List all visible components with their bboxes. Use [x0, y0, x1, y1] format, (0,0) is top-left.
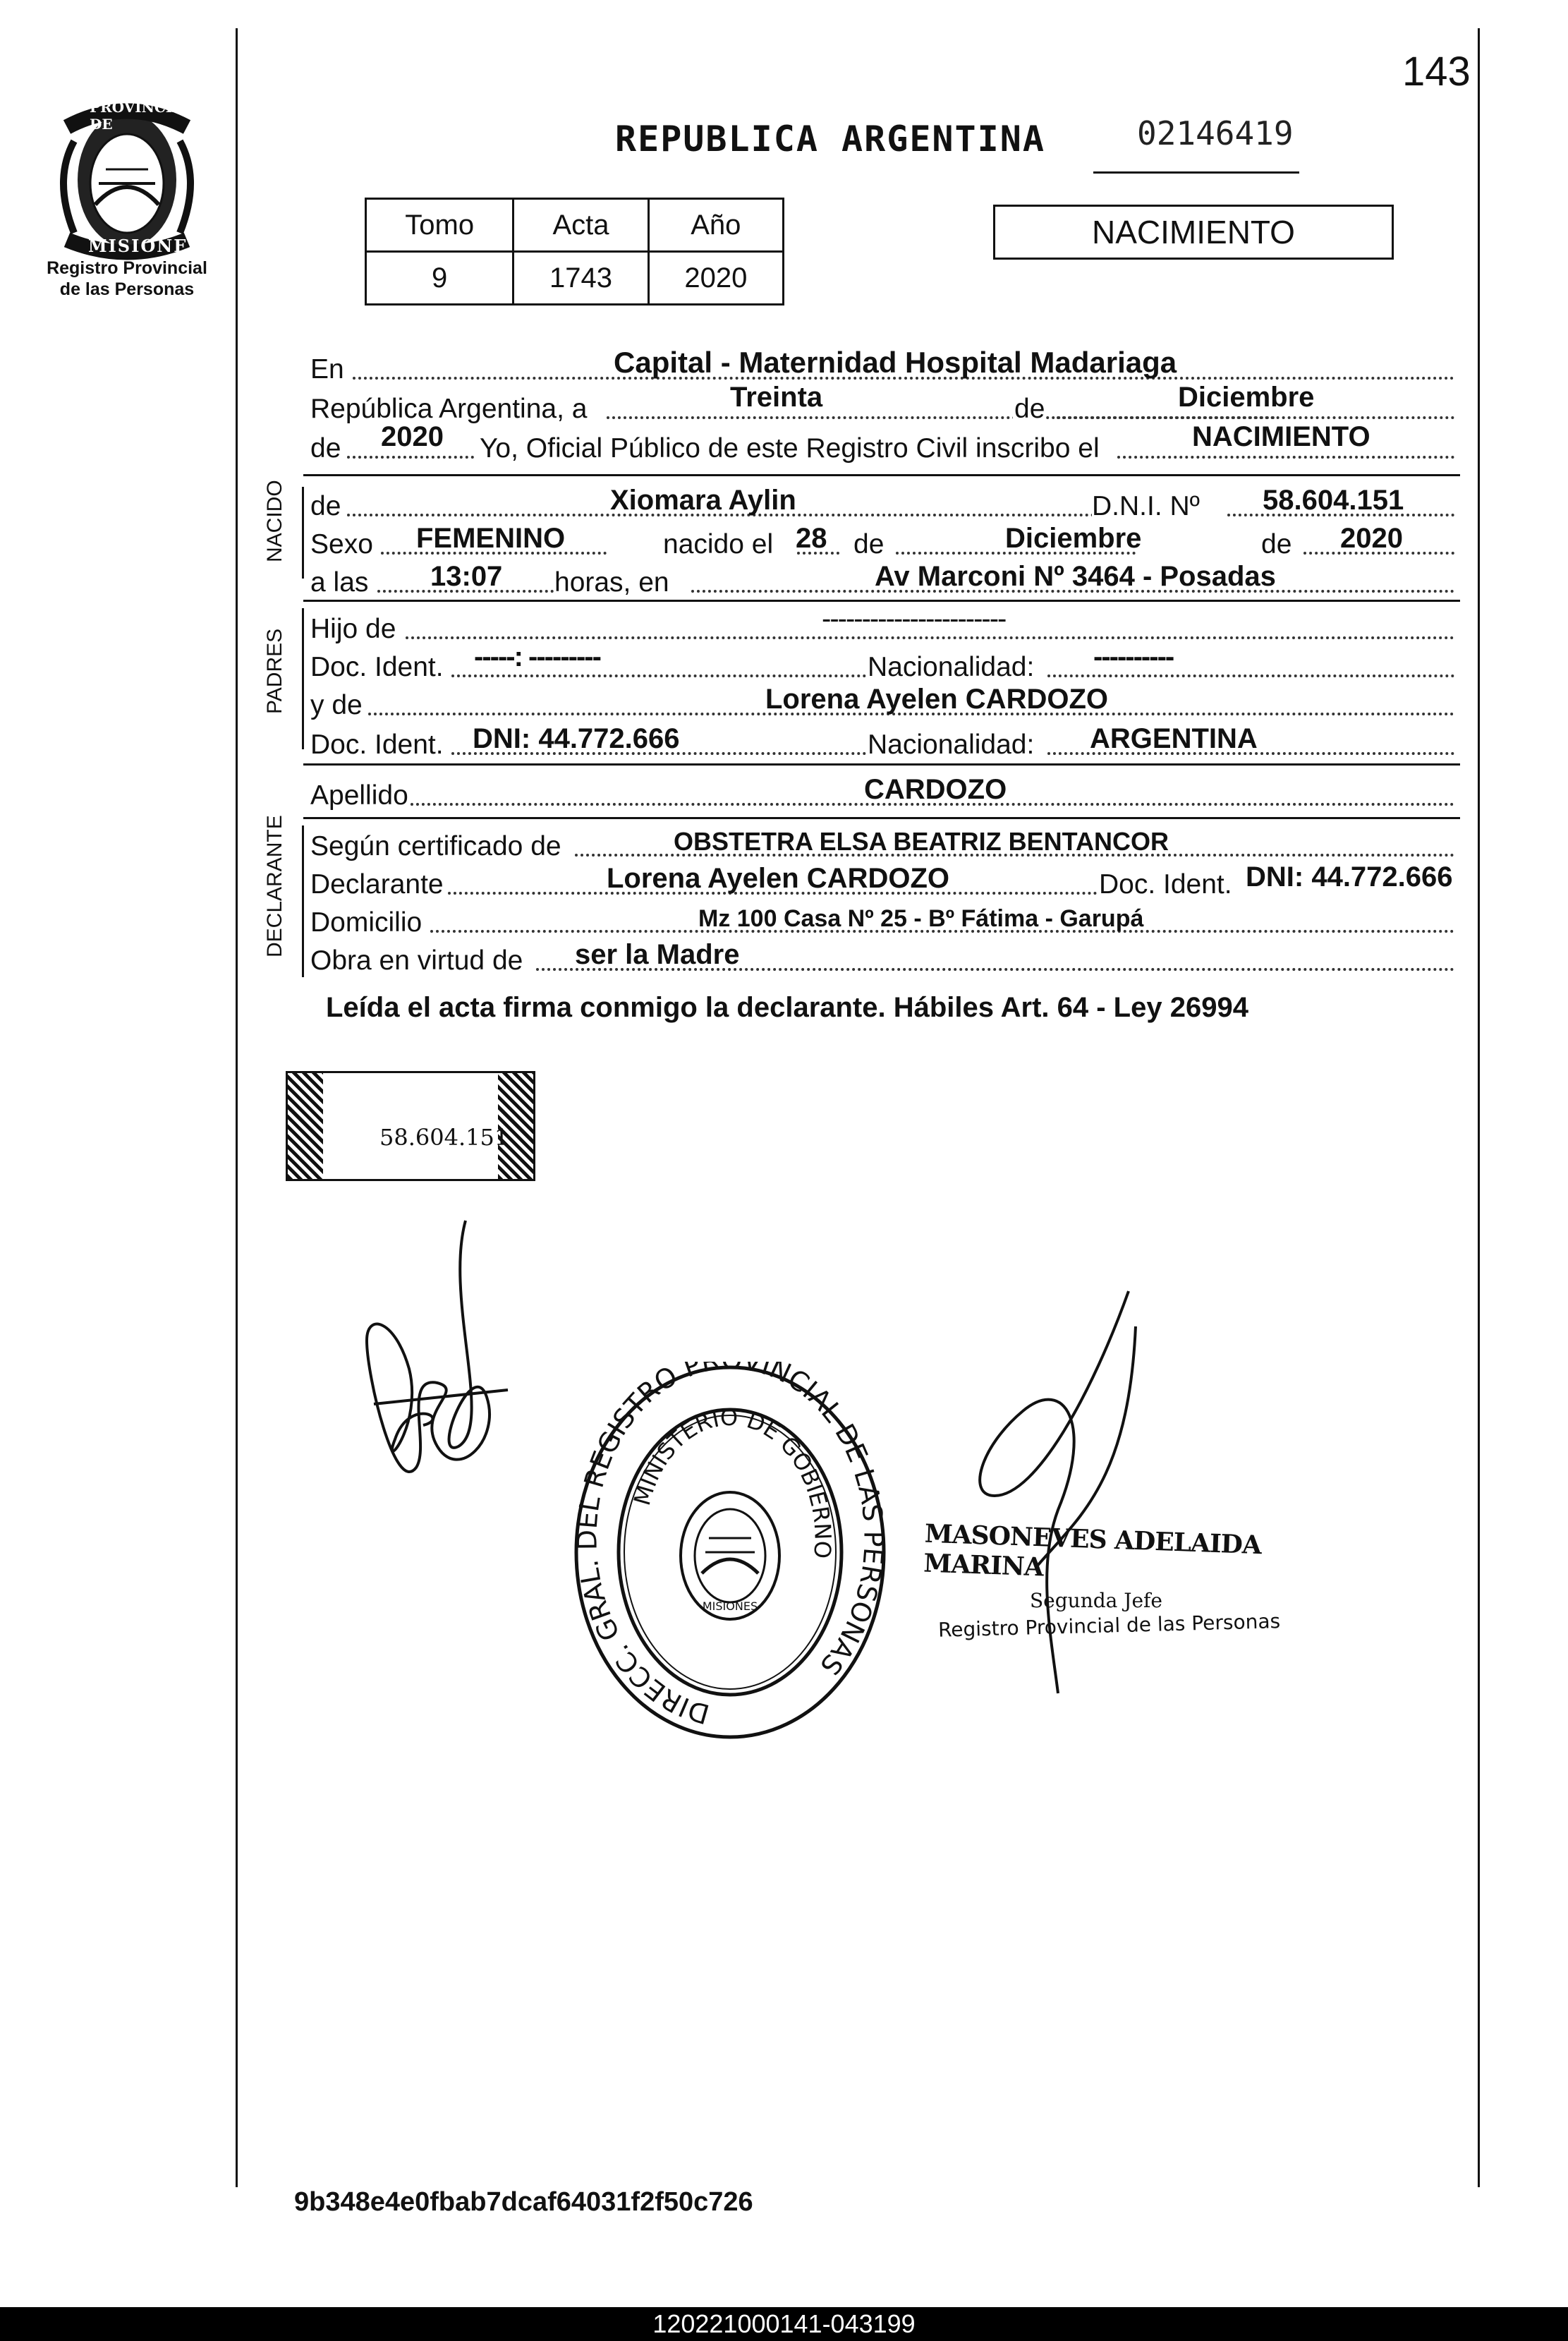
- label-nacionalidad-mother: Nacionalidad:: [868, 730, 1035, 760]
- label-hijo-de: Hijo de: [310, 614, 396, 644]
- row-hora: [310, 559, 1454, 598]
- record-table: [365, 198, 784, 306]
- value-birth-year: 2020: [1340, 523, 1403, 554]
- dots: [347, 456, 474, 459]
- value-mother-nationality: ARGENTINA: [1090, 723, 1258, 754]
- value-day-words: Treinta: [730, 382, 823, 413]
- label-nacionalidad-father: Nacionalidad:: [868, 652, 1035, 682]
- value-year: 2020: [381, 421, 444, 452]
- row-apellido: [310, 772, 1454, 811]
- record-table-values: [366, 252, 784, 305]
- fingerprint-dni: 58.604.151: [379, 1124, 509, 1151]
- value-declarant-doc: DNI: 44.772.666: [1246, 861, 1453, 893]
- label-dni: D.N.I. Nº: [1092, 491, 1200, 521]
- seal-inner-textpath: MINISTERIO DE GOBIERNO: [628, 1403, 837, 1560]
- section-label-nacido: NACIDO: [263, 480, 286, 562]
- registry-line-1: Registro Provincial: [47, 258, 207, 278]
- row-date: [310, 382, 1454, 425]
- table-value-tomo: 9: [366, 252, 513, 305]
- signature-left: [353, 1214, 536, 1496]
- label-obra: Obra en virtud de: [310, 945, 523, 976]
- record-table-header: [366, 199, 784, 252]
- section-label-padres: PADRES: [263, 628, 286, 714]
- divider-declarante-top: [303, 817, 1460, 819]
- label-de-birth-year: de: [1261, 529, 1292, 559]
- serial-number: 02146419: [1137, 114, 1294, 152]
- label-sexo: Sexo: [310, 529, 373, 559]
- label-de-name: de: [310, 491, 341, 521]
- row-mother-doc: [310, 721, 1454, 761]
- value-birth-day: 28: [796, 523, 827, 554]
- nacido-bracket: [302, 487, 304, 579]
- label-declarante: Declarante: [310, 869, 444, 900]
- fingerprint-left: [288, 1073, 323, 1179]
- label-de-birth-month: de: [853, 529, 885, 559]
- value-act-type: NACIMIENTO: [1192, 421, 1371, 452]
- label-certificado: Según certificado de: [310, 831, 561, 861]
- logo-text-bottom: MISIONES: [88, 236, 202, 256]
- label-doc-ident-declarant: Doc. Ident.: [1099, 869, 1232, 900]
- value-birth-month: Diciembre: [1005, 523, 1142, 554]
- label-domicilio: Domicilio: [310, 907, 423, 938]
- value-sexo: FEMENINO: [416, 523, 566, 554]
- serial-underline: [1093, 171, 1299, 174]
- row-place: [310, 346, 1454, 385]
- registry-line-2: de las Personas: [59, 279, 195, 299]
- section-label-declarante: DECLARANTE: [263, 815, 286, 957]
- seal-center-text: MISIONES: [702, 1599, 758, 1613]
- right-margin-line: [1478, 28, 1480, 2187]
- value-apellido: CARDOZO: [864, 774, 1007, 805]
- label-y-de: y de: [310, 690, 363, 720]
- footer-code: 120221000141-043199: [652, 2309, 916, 2338]
- row-y-de: [310, 682, 1454, 721]
- country-title: REPUBLICA ARGENTINA: [615, 119, 1045, 159]
- row-sexo: [310, 521, 1454, 560]
- row-father-doc: [310, 643, 1454, 683]
- dots: [1117, 456, 1454, 459]
- row-declarante: [310, 861, 1454, 900]
- row-domicilio: [310, 899, 1454, 938]
- value-capacity: ser la Madre: [575, 939, 740, 970]
- province-logo: [46, 99, 208, 261]
- dots: [406, 636, 1454, 639]
- official-title: Segunda Jefe: [1030, 1589, 1162, 1612]
- row-hijo-de: [310, 605, 1454, 645]
- value-declarant: Lorena Ayelen CARDOZO: [607, 863, 949, 894]
- value-certifier: OBSTETRA ELSA BEATRIZ BENTANCOR: [674, 827, 1169, 856]
- page-number: 143: [1402, 49, 1471, 95]
- label-oficial: Yo, Oficial Público de este Registro Civil inscribo el: [480, 433, 1100, 464]
- dots: [1047, 675, 1454, 677]
- value-father-nationality: ----------: [1093, 641, 1174, 672]
- official-stamp: [923, 1518, 1305, 1642]
- footer-bar: [0, 2307, 1568, 2341]
- label-de-year: de: [310, 433, 341, 464]
- value-father-name: -----------------------: [822, 603, 1006, 634]
- official-office: Registro Provincial de las Personas: [937, 1609, 1281, 1642]
- official-seal: [571, 1362, 889, 1743]
- left-margin-line: [236, 28, 238, 2187]
- label-a-las: a las: [310, 567, 369, 598]
- value-name: Xiomara Aylin: [610, 485, 796, 516]
- value-birth-place: Av Marconi Nº 3464 - Posadas: [875, 561, 1276, 592]
- label-horas-en: horas, en: [554, 567, 669, 598]
- declarante-bracket: [302, 825, 304, 977]
- logo-text-top: PROVINCIA DE: [90, 99, 183, 133]
- record-type-box: NACIMIENTO: [993, 205, 1394, 260]
- row-certificado: [310, 823, 1454, 862]
- value-domicile: Mz 100 Casa Nº 25 - Bº Fátima - Garupá: [698, 905, 1144, 932]
- table-header-acta: Acta: [513, 199, 648, 252]
- padres-bracket: [302, 608, 304, 749]
- label-doc-ident-mother: Doc. Ident.: [310, 730, 444, 760]
- value-mother-name: Lorena Ayelen CARDOZO: [765, 684, 1108, 715]
- row-name: [310, 483, 1454, 522]
- value-place: Capital - Maternidad Hospital Madariaga: [614, 346, 1177, 379]
- table-value-acta: 1743: [513, 252, 648, 305]
- registry-name: [28, 258, 226, 300]
- label-nacido-el: nacido el: [663, 529, 774, 559]
- value-dni: 58.604.151: [1263, 485, 1404, 516]
- table-value-ano: 2020: [648, 252, 783, 305]
- official-name: MASONEVES ADELAIDA MARINA: [923, 1518, 1262, 1583]
- label-republica: República Argentina, a: [310, 394, 588, 424]
- document-hash: 9b348e4e0fbab7dcaf64031f2f50c726: [294, 2187, 753, 2217]
- label-doc-ident-father: Doc. Ident.: [310, 652, 444, 682]
- table-header-tomo: Tomo: [366, 199, 513, 252]
- row-obra: [310, 937, 1454, 976]
- divider-apellido-top: [303, 763, 1460, 766]
- value-mother-doc: DNI: 44.772.666: [473, 723, 680, 754]
- value-month: Diciembre: [1178, 382, 1315, 413]
- row-year: [310, 421, 1454, 464]
- divider-nacido-top: [303, 474, 1460, 476]
- label-de-month: de: [1014, 394, 1045, 424]
- fingerprint-stamp: [286, 1071, 535, 1181]
- dots: [1057, 416, 1454, 419]
- value-time: 13:07: [430, 561, 503, 592]
- closing-statement: Leída el acta firma conmigo la declarante. Hábiles Art. 64 - Ley 26994: [326, 992, 1248, 1023]
- divider-padres-top: [303, 600, 1460, 602]
- value-father-doc: -----: ---------: [474, 641, 600, 672]
- label-apellido: Apellido: [310, 780, 408, 811]
- seal-outer-textpath: DIRECC. GRAL. DEL REGISTRO P VINCIAL DE LAS PERSONAS: [571, 1362, 889, 1730]
- label-en: En: [310, 354, 344, 385]
- table-header-ano: Año: [648, 199, 783, 252]
